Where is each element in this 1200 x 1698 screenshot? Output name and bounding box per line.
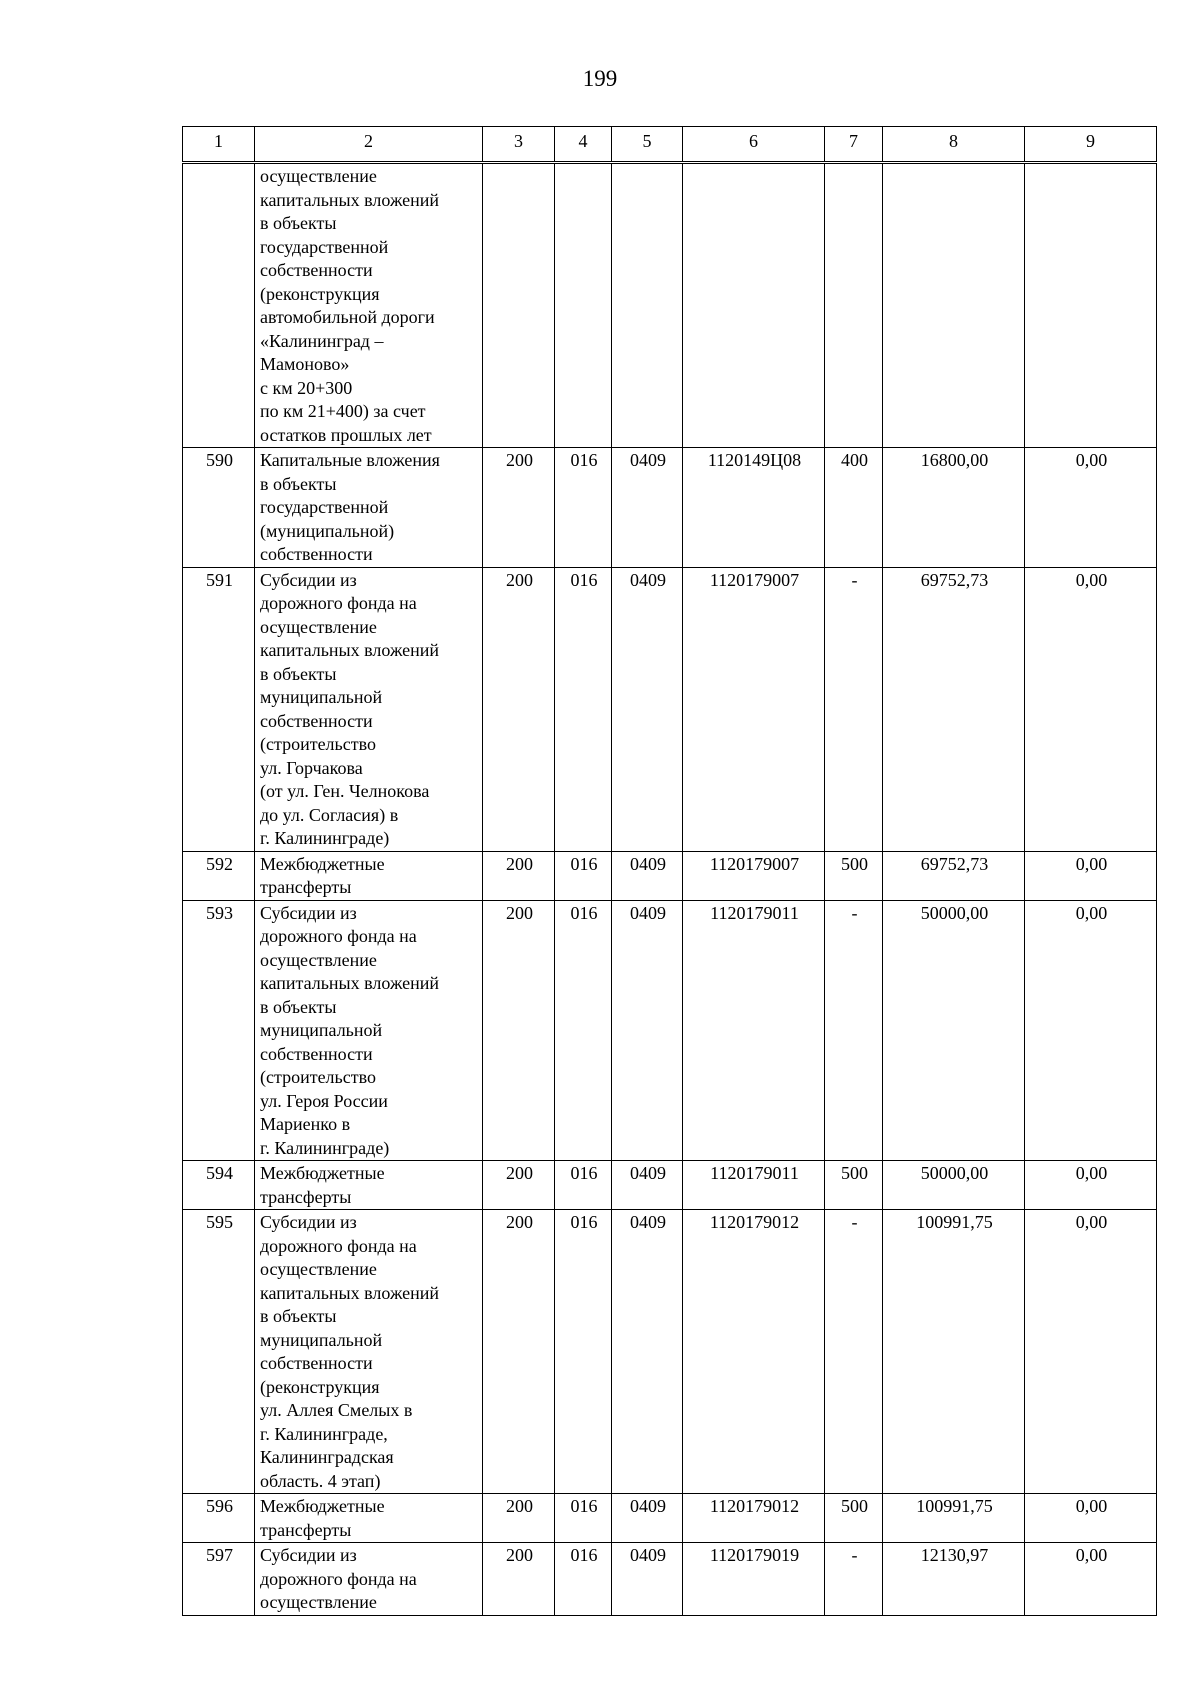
description-line: трансферты: [260, 1186, 352, 1207]
column-header: 4: [555, 127, 612, 163]
description-line: (муниципальной): [260, 520, 395, 541]
description-cell: [255, 567, 483, 851]
table-row: [183, 567, 1157, 851]
row-number-cell: 597: [183, 1543, 255, 1616]
description-line: Капитальные вложения: [260, 450, 440, 470]
description-line: в объекты: [260, 663, 337, 684]
description-line: остатков прошлых лет: [260, 424, 432, 445]
description-line: государственной: [260, 497, 389, 517]
description-line: осуществление: [260, 1592, 377, 1612]
header-row: [183, 127, 1157, 163]
description-cell: [255, 448, 483, 568]
description-line: муниципальной: [260, 1020, 383, 1040]
table-row: [183, 1161, 1157, 1210]
col6-cell: 1120149Ц08: [683, 448, 825, 568]
col7-cell: 400: [825, 448, 883, 568]
description-line: в объекты: [260, 1306, 337, 1326]
description-line: (строительство: [260, 734, 376, 754]
col4-cell: [555, 163, 612, 448]
column-header: 6: [683, 127, 825, 163]
table-row: [183, 448, 1157, 568]
col3-cell: 200: [483, 851, 555, 900]
column-header: 3: [483, 127, 555, 163]
description-line: Межбюджетные: [260, 853, 385, 874]
col8-cell: 69752,73: [883, 851, 1025, 900]
description-line: капитальных вложений: [260, 1282, 440, 1303]
description-line: государственной: [260, 236, 389, 257]
description-line: область. 4 этап): [260, 1470, 381, 1491]
description-line: собственности: [260, 1043, 373, 1064]
description-line: Субсидии из: [260, 902, 357, 923]
table-row: [183, 1543, 1157, 1616]
description-cell: [255, 163, 483, 448]
table-row: [183, 1210, 1157, 1494]
description-line: трансферты: [260, 1519, 352, 1540]
col5-cell: 0409: [612, 1161, 683, 1210]
description-line: Субсидии из: [260, 1212, 357, 1232]
col8-cell: 12130,97: [883, 1543, 1025, 1616]
col3-cell: 200: [483, 1161, 555, 1210]
col3-cell: 200: [483, 1210, 555, 1494]
description-line: по км 21+400) за счет: [260, 401, 426, 421]
col3-cell: 200: [483, 567, 555, 851]
description-line: дорожного фонда на: [260, 593, 417, 613]
description-line: с км 20+300: [260, 377, 353, 398]
col7-cell: 500: [825, 851, 883, 900]
col5-cell: [612, 163, 683, 448]
col7-cell: -: [825, 1210, 883, 1494]
budget-table: [182, 126, 1157, 1616]
col9-cell: 0,00: [1025, 1210, 1157, 1494]
table-row: [183, 851, 1157, 900]
description-line: ул. Горчакова: [260, 757, 363, 778]
col9-cell: 0,00: [1025, 567, 1157, 851]
col7-cell: -: [825, 900, 883, 1161]
table-body: [183, 163, 1157, 1616]
row-number-cell: 595: [183, 1210, 255, 1494]
column-header: 8: [883, 127, 1025, 163]
col8-cell: 100991,75: [883, 1494, 1025, 1543]
col3-cell: 200: [483, 1494, 555, 1543]
col5-cell: 0409: [612, 851, 683, 900]
page-number: 199: [582, 66, 618, 91]
description-line: Калининградская: [260, 1447, 394, 1467]
description-line: г. Калининграде): [260, 1137, 390, 1158]
description-cell: [255, 1161, 483, 1210]
col4-cell: 016: [555, 1210, 612, 1494]
col5-cell: 0409: [612, 448, 683, 568]
col7-cell: -: [825, 1543, 883, 1616]
description-cell: [255, 900, 483, 1161]
description-line: трансферты: [260, 877, 352, 897]
col3-cell: 200: [483, 448, 555, 568]
column-header: 5: [612, 127, 683, 163]
description-line: ул. Героя России: [260, 1090, 388, 1111]
row-number-cell: [183, 163, 255, 448]
col7-cell: 500: [825, 1161, 883, 1210]
col5-cell: 0409: [612, 1543, 683, 1616]
description-cell: [255, 1543, 483, 1616]
col8-cell: 16800,00: [883, 448, 1025, 568]
description-cell: [255, 1494, 483, 1543]
col4-cell: 016: [555, 567, 612, 851]
description-line: «Калининград –: [260, 330, 384, 351]
description-line: Субсидии из: [260, 1545, 357, 1565]
row-number-cell: 594: [183, 1161, 255, 1210]
col8-cell: 50000,00: [883, 1161, 1025, 1210]
col3-cell: 200: [483, 900, 555, 1161]
description-line: капитальных вложений: [260, 189, 440, 210]
col4-cell: 016: [555, 1494, 612, 1543]
col3-cell: 200: [483, 1543, 555, 1616]
col5-cell: 0409: [612, 1494, 683, 1543]
description-line: осуществление: [260, 166, 377, 186]
col6-cell: [683, 163, 825, 448]
description-line: муниципальной: [260, 1329, 383, 1350]
row-number-cell: 596: [183, 1494, 255, 1543]
col3-cell: [483, 163, 555, 448]
row-number-cell: 593: [183, 900, 255, 1161]
table-row: [183, 163, 1157, 448]
col6-cell: 1120179012: [683, 1210, 825, 1494]
description-line: капитальных вложений: [260, 973, 440, 993]
col4-cell: 016: [555, 851, 612, 900]
description-line: осуществление: [260, 1259, 377, 1279]
row-number-cell: 591: [183, 567, 255, 851]
col6-cell: 1120179007: [683, 851, 825, 900]
col4-cell: 016: [555, 1161, 612, 1210]
col5-cell: 0409: [612, 1210, 683, 1494]
col7-cell: -: [825, 567, 883, 851]
col6-cell: 1120179011: [683, 900, 825, 1161]
description-line: собственности: [260, 544, 373, 564]
description-line: Мариенко в: [260, 1114, 351, 1134]
description-line: до ул. Согласия) в: [260, 804, 399, 825]
description-line: в объекты: [260, 213, 337, 233]
description-line: Межбюджетные: [260, 1163, 385, 1183]
col6-cell: 1120179019: [683, 1543, 825, 1616]
description-line: дорожного фонда на: [260, 926, 417, 946]
description-cell: [255, 1210, 483, 1494]
col4-cell: 016: [555, 448, 612, 568]
description-line: Межбюджетные: [260, 1496, 385, 1516]
col9-cell: 0,00: [1025, 1494, 1157, 1543]
col4-cell: 016: [555, 1543, 612, 1616]
description-line: в объекты: [260, 473, 337, 494]
description-line: в объекты: [260, 996, 337, 1017]
description-line: (реконструкция: [260, 283, 380, 304]
description-line: автомобильной дороги: [260, 307, 435, 327]
col7-cell: [825, 163, 883, 448]
col9-cell: 0,00: [1025, 1161, 1157, 1210]
col9-cell: [1025, 163, 1157, 448]
col6-cell: 1120179007: [683, 567, 825, 851]
column-header: 7: [825, 127, 883, 163]
column-header: 2: [255, 127, 483, 163]
description-line: г. Калининграде,: [260, 1423, 388, 1444]
column-header: 9: [1025, 127, 1157, 163]
col8-cell: 100991,75: [883, 1210, 1025, 1494]
description-line: Мамоново»: [260, 354, 350, 374]
description-line: собственности: [260, 710, 373, 731]
description-line: собственности: [260, 1353, 373, 1373]
col8-cell: 50000,00: [883, 900, 1025, 1161]
row-number-cell: 592: [183, 851, 255, 900]
col9-cell: 0,00: [1025, 900, 1157, 1161]
description-line: собственности: [260, 260, 373, 280]
description-line: (реконструкция: [260, 1376, 380, 1397]
col9-cell: 0,00: [1025, 851, 1157, 900]
description-line: дорожного фонда на: [260, 1235, 417, 1256]
col9-cell: 0,00: [1025, 448, 1157, 568]
col5-cell: 0409: [612, 900, 683, 1161]
column-header: 1: [183, 127, 255, 163]
col9-cell: 0,00: [1025, 1543, 1157, 1616]
description-line: дорожного фонда на: [260, 1568, 417, 1589]
description-line: (от ул. Ген. Челнокова: [260, 781, 430, 801]
description-line: г. Калининграде): [260, 828, 390, 848]
col4-cell: 016: [555, 900, 612, 1161]
description-line: осуществление: [260, 616, 377, 637]
col6-cell: 1120179012: [683, 1494, 825, 1543]
col5-cell: 0409: [612, 567, 683, 851]
col7-cell: 500: [825, 1494, 883, 1543]
col8-cell: 69752,73: [883, 567, 1025, 851]
description-cell: [255, 851, 483, 900]
col6-cell: 1120179011: [683, 1161, 825, 1210]
description-line: осуществление: [260, 949, 377, 970]
col8-cell: [883, 163, 1025, 448]
table-row: [183, 1494, 1157, 1543]
description-line: муниципальной: [260, 687, 383, 707]
description-line: капитальных вложений: [260, 640, 440, 660]
description-line: (строительство: [260, 1067, 376, 1087]
description-line: ул. Аллея Смелых в: [260, 1400, 413, 1420]
row-number-cell: 590: [183, 448, 255, 568]
description-line: Субсидии из: [260, 569, 357, 590]
table-row: [183, 900, 1157, 1161]
